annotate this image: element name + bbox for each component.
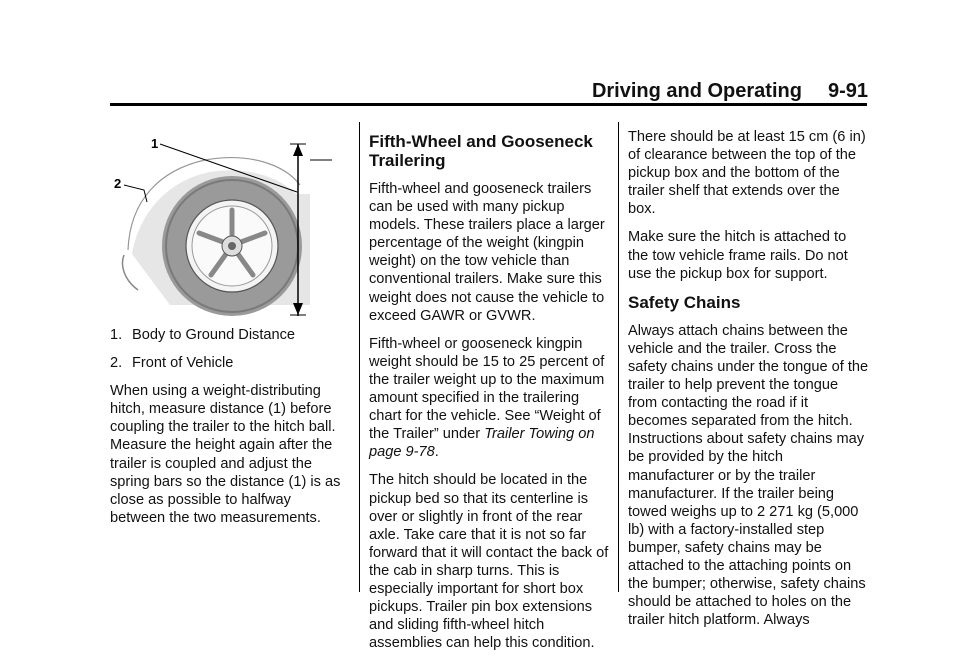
fifth-wheel-heading: Fifth-Wheel and Gooseneck Trailering (369, 132, 593, 170)
column-divider-right (618, 122, 619, 592)
wheel-figure (110, 130, 342, 316)
left-paragraph: When using a weight-distributing hitch, measure distance (1) before coupling the trailer to the hitch ball. Measure the height again after the trailer is coupled and adjust the spring bars so the distance (1) is as close as possible to halfway between the two measurements. (110, 383, 341, 526)
page-header (0, 80, 868, 103)
callout-2: 2 (114, 176, 122, 191)
right-paragraph-2: Make sure the hitch is attached to the tow vehicle frame rails. Do not use the pickup box for support. (628, 229, 848, 282)
column-divider-left (359, 122, 360, 592)
right-paragraph-1: There should be at least 15 cm (6 in) of clearance between the top of the pickup box and the bottom of the trailer shelf that extends over the box. (628, 129, 866, 218)
section-title: Driving and Operating (591, 80, 802, 102)
left-column (110, 326, 346, 537)
safety-chains-heading: Safety Chains (628, 292, 741, 312)
trailer-towing-link[interactable]: Trailer Towing on page 9-78 (369, 426, 595, 461)
list-item: 1. Body to Ground Distance (110, 327, 296, 343)
arrow-up (293, 144, 303, 156)
callout-1: 1 (151, 136, 159, 151)
header-rule (110, 103, 867, 106)
middle-paragraph-2: Fifth-wheel or gooseneck kingpin weight should be 15 to 25 percent of the trailer weight up to the maximum amount specified in the trailering chart for the vehicle. See “Weight of the Trailer” under Trailer Towing on page 9-78. (369, 335, 605, 461)
hub-cap (228, 242, 236, 250)
right-paragraph-3: Always attach chains between the vehicle and the trailer. Cross the safety chains under the tongue of the trailer to help prevent the tongue from contacting the road if it becomes separated from the hitch. Instructions about safety chains may be provided by the hitch manufacturer or by the trailer manufacturer. If the trailer being towed weighs up to 2 271 kg (5,000 lb) with a factory-installed step bumper, safety chains may be attached to the attaching points on the bumper; otherwise, safety chains should be attached to holes on the trailer hitch platform. Always (628, 322, 869, 629)
arrow-down (293, 303, 303, 315)
middle-paragraph-1: Fifth-wheel and gooseneck trailers can be used with many pickup models. These trailers place a larger percentage of the weight (kingpin weight) on the tow vehicle than conventional trailers. Make sure this weight does not cause the vehicle to exceed GAWR or GVWR. (369, 181, 605, 324)
middle-column (369, 132, 609, 662)
page-number: 9-91 (827, 80, 868, 102)
list-item: 2. Front of Vehicle (110, 355, 234, 372)
body-front-edge (123, 255, 138, 290)
right-column (628, 128, 870, 639)
middle-paragraph-3: The hitch should be located in the pickup bed so that its centerline is over or slightly in front of the rear axle. Take care that it is not so far forward that it will contact the back of the cab in sharp turns. This is especially important for short box pickups. Trailer pin box extensions and sliding fifth-wheel hitch assemblies can help this condition. (369, 472, 609, 652)
